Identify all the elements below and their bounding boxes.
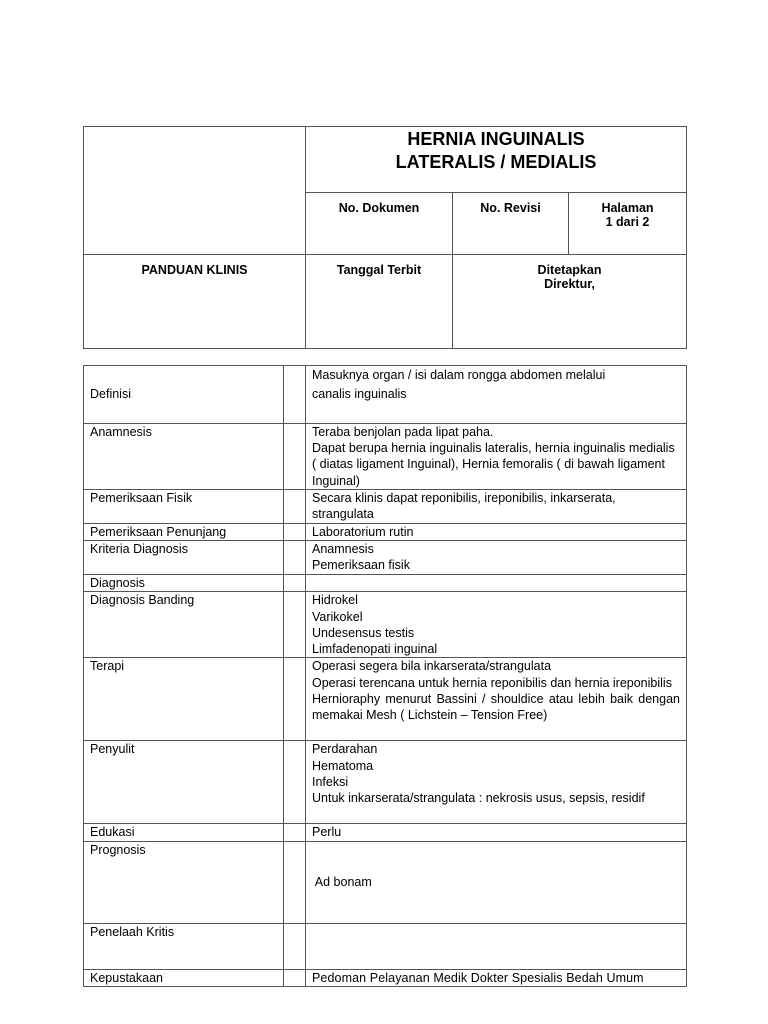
tanggal-terbit-cell [306,255,453,349]
content-line: Pedoman Pelayanan Medik Dokter Spesialis Bedah Umum [312,970,644,985]
separator-cell [284,490,306,524]
table-row [84,424,687,490]
content-line: Masuknya organ / isi dalam rongga abdomen melalui [312,368,606,382]
table-row [84,658,687,741]
content-line: Infeksi [312,774,349,789]
content-line: Perdarahan [312,742,378,757]
clinical-guide-table [83,365,687,987]
row-content [306,741,687,824]
separator-cell [284,841,306,923]
row-label: Kriteria Diagnosis [84,541,284,575]
content-line: Laboratorium rutin [312,525,414,539]
ditetapkan-cell [453,255,687,349]
separator-cell [284,592,306,658]
content-line: Undesensus testis [312,625,415,640]
table-row [84,490,687,524]
ditetapkan-label: Ditetapkan [537,263,602,277]
row-label: Penyulit [84,741,284,824]
row-content [306,366,687,424]
row-label: Kepustakaan [84,969,284,986]
halaman-value: 1 dari 2 [605,215,650,229]
table-row [84,841,687,923]
content-line: Hematoma [312,758,374,773]
separator-cell [284,541,306,575]
table-row [84,575,687,592]
separator-cell [284,575,306,592]
content-line: Secara klinis dapat reponibilis, ireponibilis, inkarserata, strangulata [312,491,616,522]
row-label: Penelaah Kritis [84,923,284,969]
separator-cell [284,658,306,741]
title-line-1: HERNIA INGUINALIS [407,129,585,149]
content-line: Dapat berupa hernia inguinalis lateralis, hernia inguinalis medialis ( diatas ligament Inguinal), Hernia femoralis ( di bawah ligament Inguinal) [312,441,675,488]
content-line: Anamnesis [312,542,374,557]
separator-cell [284,366,306,424]
direktur-label: Direktur, [544,277,595,291]
content-line: Perlu [312,825,342,840]
content-line: Pemeriksaan fisik [312,558,410,573]
table-row [84,366,687,424]
content-line: Untuk inkarserata/strangulata : nekrosis usus, sepsis, residif [312,791,645,806]
table-row [84,741,687,824]
row-label: Diagnosis [84,575,284,592]
content-line: Hidrokel [312,593,358,608]
row-content [306,490,687,524]
row-content [306,969,687,986]
row-label: Prognosis [84,841,284,923]
row-content [306,524,687,541]
table-row [84,524,687,541]
halaman-cell [569,193,687,255]
content-line: Operasi terencana untuk hernia reponibilis dan hernia ireponibilis [312,675,672,690]
row-content [306,658,687,741]
title-line-2: LATERALIS / MEDIALIS [395,152,597,172]
table-row [84,592,687,658]
separator-cell [284,923,306,969]
separator-cell [284,741,306,824]
separator-cell [284,424,306,490]
table-row [84,824,687,841]
no-dokumen-cell [306,193,453,255]
content-line: Ad bonam [312,875,372,890]
row-content [306,841,687,923]
row-content [306,541,687,575]
row-label: Pemeriksaan Fisik [84,490,284,524]
no-revisi-label: No. Revisi [480,201,541,215]
separator-cell [284,824,306,841]
no-revisi-cell [453,193,569,255]
row-content [306,824,687,841]
row-label: Definisi [84,366,284,424]
row-label: Anamnesis [84,424,284,490]
content-line: canalis inguinalis [312,387,407,402]
table-row [84,541,687,575]
content-line: Hernioraphy menurut Bassini / shouldice atau lebih baik dengan memakai Mesh ( Lichstein – Tension Free) [312,691,680,723]
panduan-klinis-cell [84,255,306,349]
halaman-label: Halaman [601,201,654,215]
logo-cell [84,127,306,255]
row-label: Pemeriksaan Penunjang [84,524,284,541]
document-title [306,127,687,193]
tanggal-terbit-label: Tanggal Terbit [336,263,422,277]
content-line: Limfadenopati inguinal [312,642,438,657]
table-row [84,923,687,969]
row-label: Diagnosis Banding [84,592,284,658]
separator-cell [284,524,306,541]
table-row [84,969,687,986]
row-content [306,424,687,490]
no-dokumen-label: No. Dokumen [338,201,420,215]
row-label: Edukasi [84,824,284,841]
row-content [306,575,687,592]
content-line: Varikokel [312,609,363,624]
content-line: Teraba benjolan pada lipat paha. [312,425,494,439]
panduan-klinis-label: PANDUAN KLINIS [141,263,248,277]
separator-cell [284,969,306,986]
content-line: Operasi segera bila inkarserata/strangulata [312,659,552,674]
row-content [306,592,687,658]
document-header-table [83,126,687,349]
row-content [306,923,687,969]
row-label: Terapi [84,658,284,741]
